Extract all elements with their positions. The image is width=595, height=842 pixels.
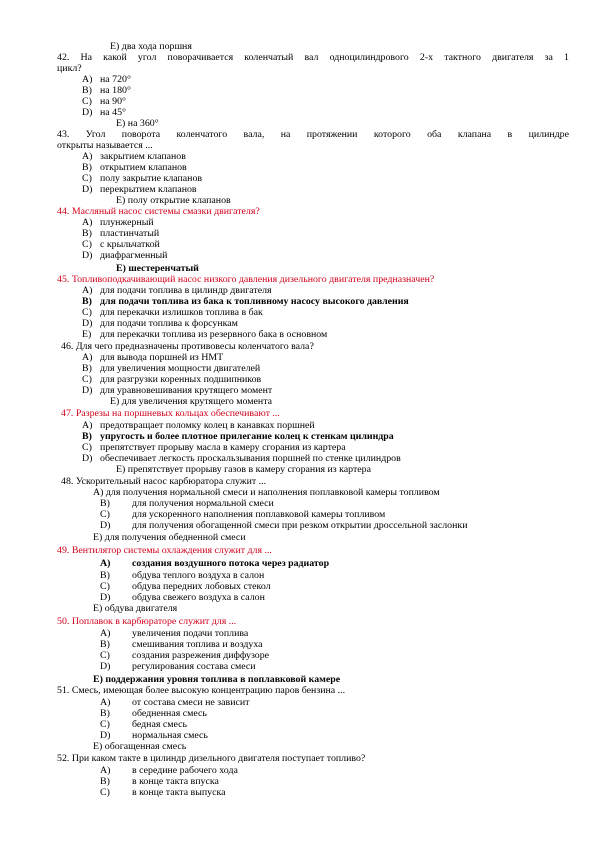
option-letter: B): [100, 570, 110, 581]
answer-option: нормальная смесь: [132, 730, 208, 741]
answer-option: на 45°: [100, 107, 126, 118]
option-letter: B): [82, 85, 92, 96]
answer-option: для перекачки излишков топлива в бак: [100, 307, 263, 318]
option-letter: A): [100, 628, 111, 639]
answer-option: обеспечивает легкость проскальзывания поршней по стенке цилиндров: [100, 453, 401, 464]
option-letter: B): [100, 776, 110, 787]
answer-option: закрытием клапанов: [100, 151, 186, 162]
answer-option: для уравновешивания крутящего момент: [100, 385, 273, 396]
answer-option: обдува передних лобовых стекол: [132, 581, 271, 592]
option-letter: B): [82, 162, 92, 173]
question-text: 52. При каком такте в цилиндр дизельного двигателя поступает топливо?: [57, 753, 366, 764]
option-letter: B): [82, 363, 92, 374]
option-letter: D): [82, 107, 93, 118]
option-letter: A): [82, 74, 93, 85]
answer-option: Е) поддержания уровня топлива в поплавковой камере: [93, 674, 341, 685]
answer-option: для перекачки топлива из резервного бака в основном: [100, 329, 328, 340]
answer-option: Е) для увеличения крутящего момента: [110, 396, 273, 407]
option-letter: B): [100, 708, 110, 719]
answer-option: для подачи топлива в цилиндр двигателя: [100, 285, 272, 296]
answer-option: А) для получения нормальной смеси и наполнения поплавковой камеры топливом: [93, 487, 440, 498]
answer-option: в конце такта выпуска: [132, 787, 226, 798]
option-letter: D): [100, 661, 111, 672]
answer-option: открытием клапанов: [100, 162, 187, 173]
answer-option: диафрагменный: [100, 250, 168, 261]
answer-option: Е) обогащенная смесь: [93, 741, 187, 752]
answer-option: плунжерный: [100, 217, 154, 228]
option-letter: A): [82, 217, 93, 228]
option-letter: C): [100, 581, 110, 592]
question-text: 42. На какой угол поворачивается коленчатый вал одноцилиндрового 2-х тактного двигателя за 1: [57, 52, 569, 63]
answer-option: для получения нормальной смеси: [132, 498, 274, 509]
answer-option: для подачи топлива из бака к топливному насосу высокого давления: [100, 296, 409, 307]
option-letter: A): [100, 697, 111, 708]
answer-option: упругость и более плотное прилегание колец к стенкам цилиндра: [100, 431, 394, 442]
answer-option: обдува свежего воздуха в салон: [132, 592, 265, 603]
answer-option: увеличения подачи топлива: [132, 628, 249, 639]
option-letter: C): [82, 239, 92, 250]
answer-option: создания воздушного потока через радиатор: [132, 558, 330, 569]
option-letter: E): [82, 329, 92, 340]
answer-option: для получения обогащенной смеси при резком открытии дроссельной заслонки: [132, 520, 468, 531]
option-letter: C): [82, 96, 92, 107]
question-text: 44. Масляный насос системы смазки двигателя?: [57, 206, 260, 217]
text-line: цикл?: [57, 63, 82, 74]
answer-option: обедненная смесь: [132, 708, 207, 719]
option-letter: D): [82, 385, 93, 396]
option-letter: A): [82, 420, 93, 431]
answer-option: в конце такта впуска: [132, 776, 219, 787]
option-letter: C): [82, 374, 92, 385]
option-letter: A): [82, 285, 93, 296]
option-letter: C): [100, 650, 110, 661]
option-letter: D): [82, 318, 93, 329]
answer-option: обдува теплого воздуха в салон: [132, 570, 265, 581]
answer-option: смешивания топлива и воздуха: [132, 639, 263, 650]
question-text: 48. Ускорительный насос карбюратора служит ...: [61, 476, 267, 487]
answer-option: перекрытием клапанов: [100, 184, 197, 195]
answer-option: с крыльчаткой: [100, 239, 160, 250]
answer-option: Е) для получения обедненной смеси: [93, 532, 246, 543]
question-text: 43. Угол поворота коленчатого вала, на протяжении которого оба клапана в цилиндре: [57, 129, 569, 140]
option-letter: D): [100, 730, 111, 741]
option-letter: B): [100, 498, 110, 509]
option-letter: D): [100, 592, 111, 603]
answer-option: Е) на 360°: [116, 118, 159, 129]
question-text: 49. Вентилятор системы охлаждения служит для ...: [57, 545, 272, 556]
answer-option: на 180°: [100, 85, 131, 96]
option-letter: B): [82, 431, 92, 442]
option-letter: D): [82, 250, 93, 261]
option-letter: C): [82, 173, 92, 184]
answer-option: от состава смеси не зависит: [132, 697, 250, 708]
answer-option: препятствует прорыву масла в камеру сгорания из картера: [100, 442, 346, 453]
answer-option: в середине рабочего хода: [132, 765, 238, 776]
option-letter: C): [100, 787, 110, 798]
option-letter: D): [82, 184, 93, 195]
question-text: 51. Смесь, имеющая более высокую концентрацию паров бензина ...: [57, 685, 346, 696]
answer-option: бедная смесь: [132, 719, 187, 730]
answer-option: предотвращает поломку колец в канавках поршней: [100, 420, 315, 431]
answer-option: для ускоренного наполнения поплавковой камеры топливом: [132, 509, 386, 520]
question-text: 45. Топливоподкачивающий насос низкого давления дизельного двигателя предназначен?: [57, 274, 435, 285]
question-text: 47. Разрезы на поршневых кольцах обеспечивают ...: [61, 408, 280, 419]
option-letter: A): [82, 352, 93, 363]
option-letter: B): [100, 639, 110, 650]
text-line: открыты называется ...: [57, 140, 153, 151]
answer-option: Е) полу открытие клапанов: [116, 195, 231, 206]
answer-option: для подачи топлива к форсункам: [100, 318, 238, 329]
option-letter: D): [82, 453, 93, 464]
answer-option: для увеличения мощности двигателей: [100, 363, 261, 374]
answer-option: для разгрузки коренных подшипников: [100, 374, 262, 385]
answer-option: Е) два хода поршня: [110, 41, 192, 52]
answer-option: Е) обдува двигателя: [93, 603, 178, 614]
answer-option: регулирования состава смеси: [132, 661, 256, 672]
option-letter: A): [100, 765, 111, 776]
answer-option: создания разрежения диффузоре: [132, 650, 270, 661]
option-letter: B): [82, 228, 92, 239]
answer-option: на 90°: [100, 96, 126, 107]
answer-option: Е) шестеренчатый: [116, 263, 199, 274]
option-letter: A): [100, 558, 111, 569]
option-letter: C): [100, 509, 110, 520]
option-letter: A): [82, 151, 93, 162]
answer-option: полу закрытие клапанов: [100, 173, 203, 184]
question-text: 46. Для чего предназначены противовесы коленчатого вала?: [61, 341, 314, 352]
answer-option: для вывода поршней из НМТ: [100, 352, 224, 363]
option-letter: C): [100, 719, 110, 730]
answer-option: на 720°: [100, 74, 131, 85]
option-letter: B): [82, 296, 92, 307]
option-letter: D): [100, 520, 111, 531]
answer-option: Е) препятствует прорыву газов в камеру сгорания из картера: [116, 464, 372, 475]
option-letter: C): [82, 442, 92, 453]
question-text: 50. Поплавок в карбюраторе служит для ...: [57, 616, 237, 627]
answer-option: пластинчатый: [100, 228, 160, 239]
option-letter: C): [82, 307, 92, 318]
